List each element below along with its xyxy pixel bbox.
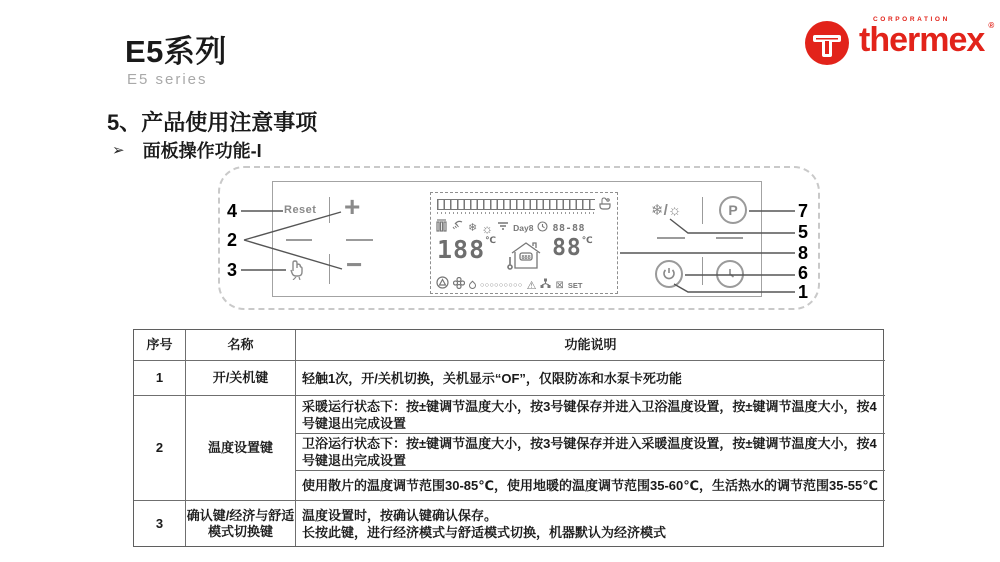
touch-zone-dash-program	[716, 237, 743, 239]
logo-brand-word: thermex	[859, 21, 985, 59]
thermex-emblem-icon	[803, 19, 851, 72]
row2-desc-heating-text: 采暖运行状态下：按±键调节温度大小，按3号键保存并进入卫浴温度设置，按±键调节温度大小，按4号键退出完成设置	[302, 398, 877, 431]
water-drop-icon	[468, 280, 478, 290]
row3-desc-line2: 长按此键，进行经济模式与舒适模式切换，机器默认为经济模式	[302, 524, 667, 540]
table-header-desc: 功能说明	[296, 330, 885, 361]
row3-name-line1: 确认键/经济与舒适	[186, 507, 295, 523]
table-header-no: 序号	[134, 330, 186, 361]
callout-6: 6	[798, 263, 809, 283]
bath-icon	[598, 197, 612, 215]
touch-zone-dash-plus	[346, 239, 373, 241]
page-subtitle: E5 series	[127, 71, 208, 88]
second-temp-digits: 88	[552, 235, 582, 261]
callout-3: 3	[227, 260, 238, 280]
bullet-text: 面板操作功能-I	[142, 141, 262, 161]
plus-key: +	[344, 191, 361, 222]
lcd-display	[430, 192, 618, 294]
callout-5: 5	[798, 222, 809, 242]
row1-name: 开/关机键	[186, 361, 296, 396]
row2-desc-range	[296, 471, 885, 501]
touch-zone-dash-left	[286, 239, 312, 241]
network-tree-icon	[540, 276, 551, 294]
row3-desc-line1: 温度设置时，按确认键确认保存。	[302, 507, 498, 523]
row2-desc-heating	[296, 396, 885, 434]
bullet-row	[112, 137, 262, 163]
warning-icon: ⚠	[526, 279, 537, 292]
main-temp-display	[437, 237, 496, 263]
timeline-segment-bar	[437, 199, 595, 210]
callout-7: 7	[798, 201, 809, 221]
day-indicator: Day8	[513, 223, 534, 233]
wifi-icon	[497, 219, 509, 237]
snowflake-icon: ❄	[468, 221, 478, 234]
time-digits: 88-88	[552, 222, 586, 234]
page-title: E5系列	[125, 34, 227, 69]
callout-2: 2	[227, 230, 238, 250]
row3-no: 3	[134, 501, 186, 546]
callout-1: 1	[798, 282, 809, 302]
divider-tick-top-right	[702, 197, 703, 224]
row2-name: 温度设置键	[186, 396, 296, 501]
divider-tick-top-left	[329, 197, 330, 223]
program-key: P	[719, 196, 747, 224]
row2-desc-range-text: 使用散片的温度调节范围30-85℃，使用地暖的温度调节范围35-60℃，生活热水的调节范围35-55℃	[302, 478, 878, 493]
lcd-bottom-icons-row	[436, 276, 616, 294]
logo-brand	[859, 21, 994, 59]
touch-zone-dash-mode	[657, 237, 685, 239]
clock-small-icon	[537, 219, 548, 237]
winter-summer-mode-key: ❄/☼	[651, 202, 682, 219]
row2-no: 2	[134, 396, 186, 501]
main-temp-digits: 188	[437, 235, 486, 264]
house-icon	[504, 239, 544, 276]
main-temp-unit: ℃	[485, 235, 497, 245]
set-label: SET	[567, 280, 583, 290]
section-heading: 5、产品使用注意事项	[107, 110, 318, 135]
row2-desc-bath-text: 卫浴运行状态下：按±键调节温度大小，按3号键保存并进入采暖温度设置，按±键调节温度大小，按4号键退出完成设置	[302, 436, 877, 468]
row1-desc	[296, 361, 885, 396]
sun-icon: ☼	[481, 220, 494, 236]
pump-icon	[436, 276, 449, 294]
second-temp-display	[552, 237, 593, 260]
row1-desc-text: 轻触1次，开/关机切换，关机显示“OF”，仅限防冻和水泵卡死功能	[302, 370, 682, 386]
lcd-main-row	[437, 237, 593, 274]
arrow-bullet-icon: ➢	[112, 142, 125, 159]
clock-key	[716, 260, 744, 288]
divider-tick-bottom-right	[702, 257, 703, 285]
logo-corporation: CORPORATION	[873, 16, 950, 23]
function-table	[133, 329, 884, 547]
reset-key: Reset	[284, 204, 317, 216]
fan-icon	[453, 276, 465, 294]
second-temp-unit: ℃	[581, 235, 593, 245]
callout-4: 4	[227, 201, 238, 221]
timeline-tick-row	[437, 212, 595, 214]
row3-desc	[296, 501, 885, 546]
row3-name	[186, 501, 296, 546]
house-value: 888	[521, 254, 531, 261]
brand-logo	[803, 16, 994, 68]
set-box-icon: ⊠	[555, 279, 564, 291]
row3-name-line2: 模式切换键	[207, 523, 273, 539]
registered-mark: ®	[988, 21, 994, 30]
power-key	[655, 260, 683, 288]
table-header-name: 名称	[186, 330, 296, 361]
logo-text	[859, 16, 994, 59]
callout-8: 8	[798, 243, 809, 263]
row1-no: 1	[134, 361, 186, 396]
minus-key: −	[346, 249, 363, 280]
progress-dots: ○○○○○○○○○	[480, 281, 523, 289]
divider-tick-bottom-left	[329, 254, 330, 284]
row2-desc-bath	[296, 434, 885, 471]
confirm-hand-icon	[287, 258, 307, 285]
